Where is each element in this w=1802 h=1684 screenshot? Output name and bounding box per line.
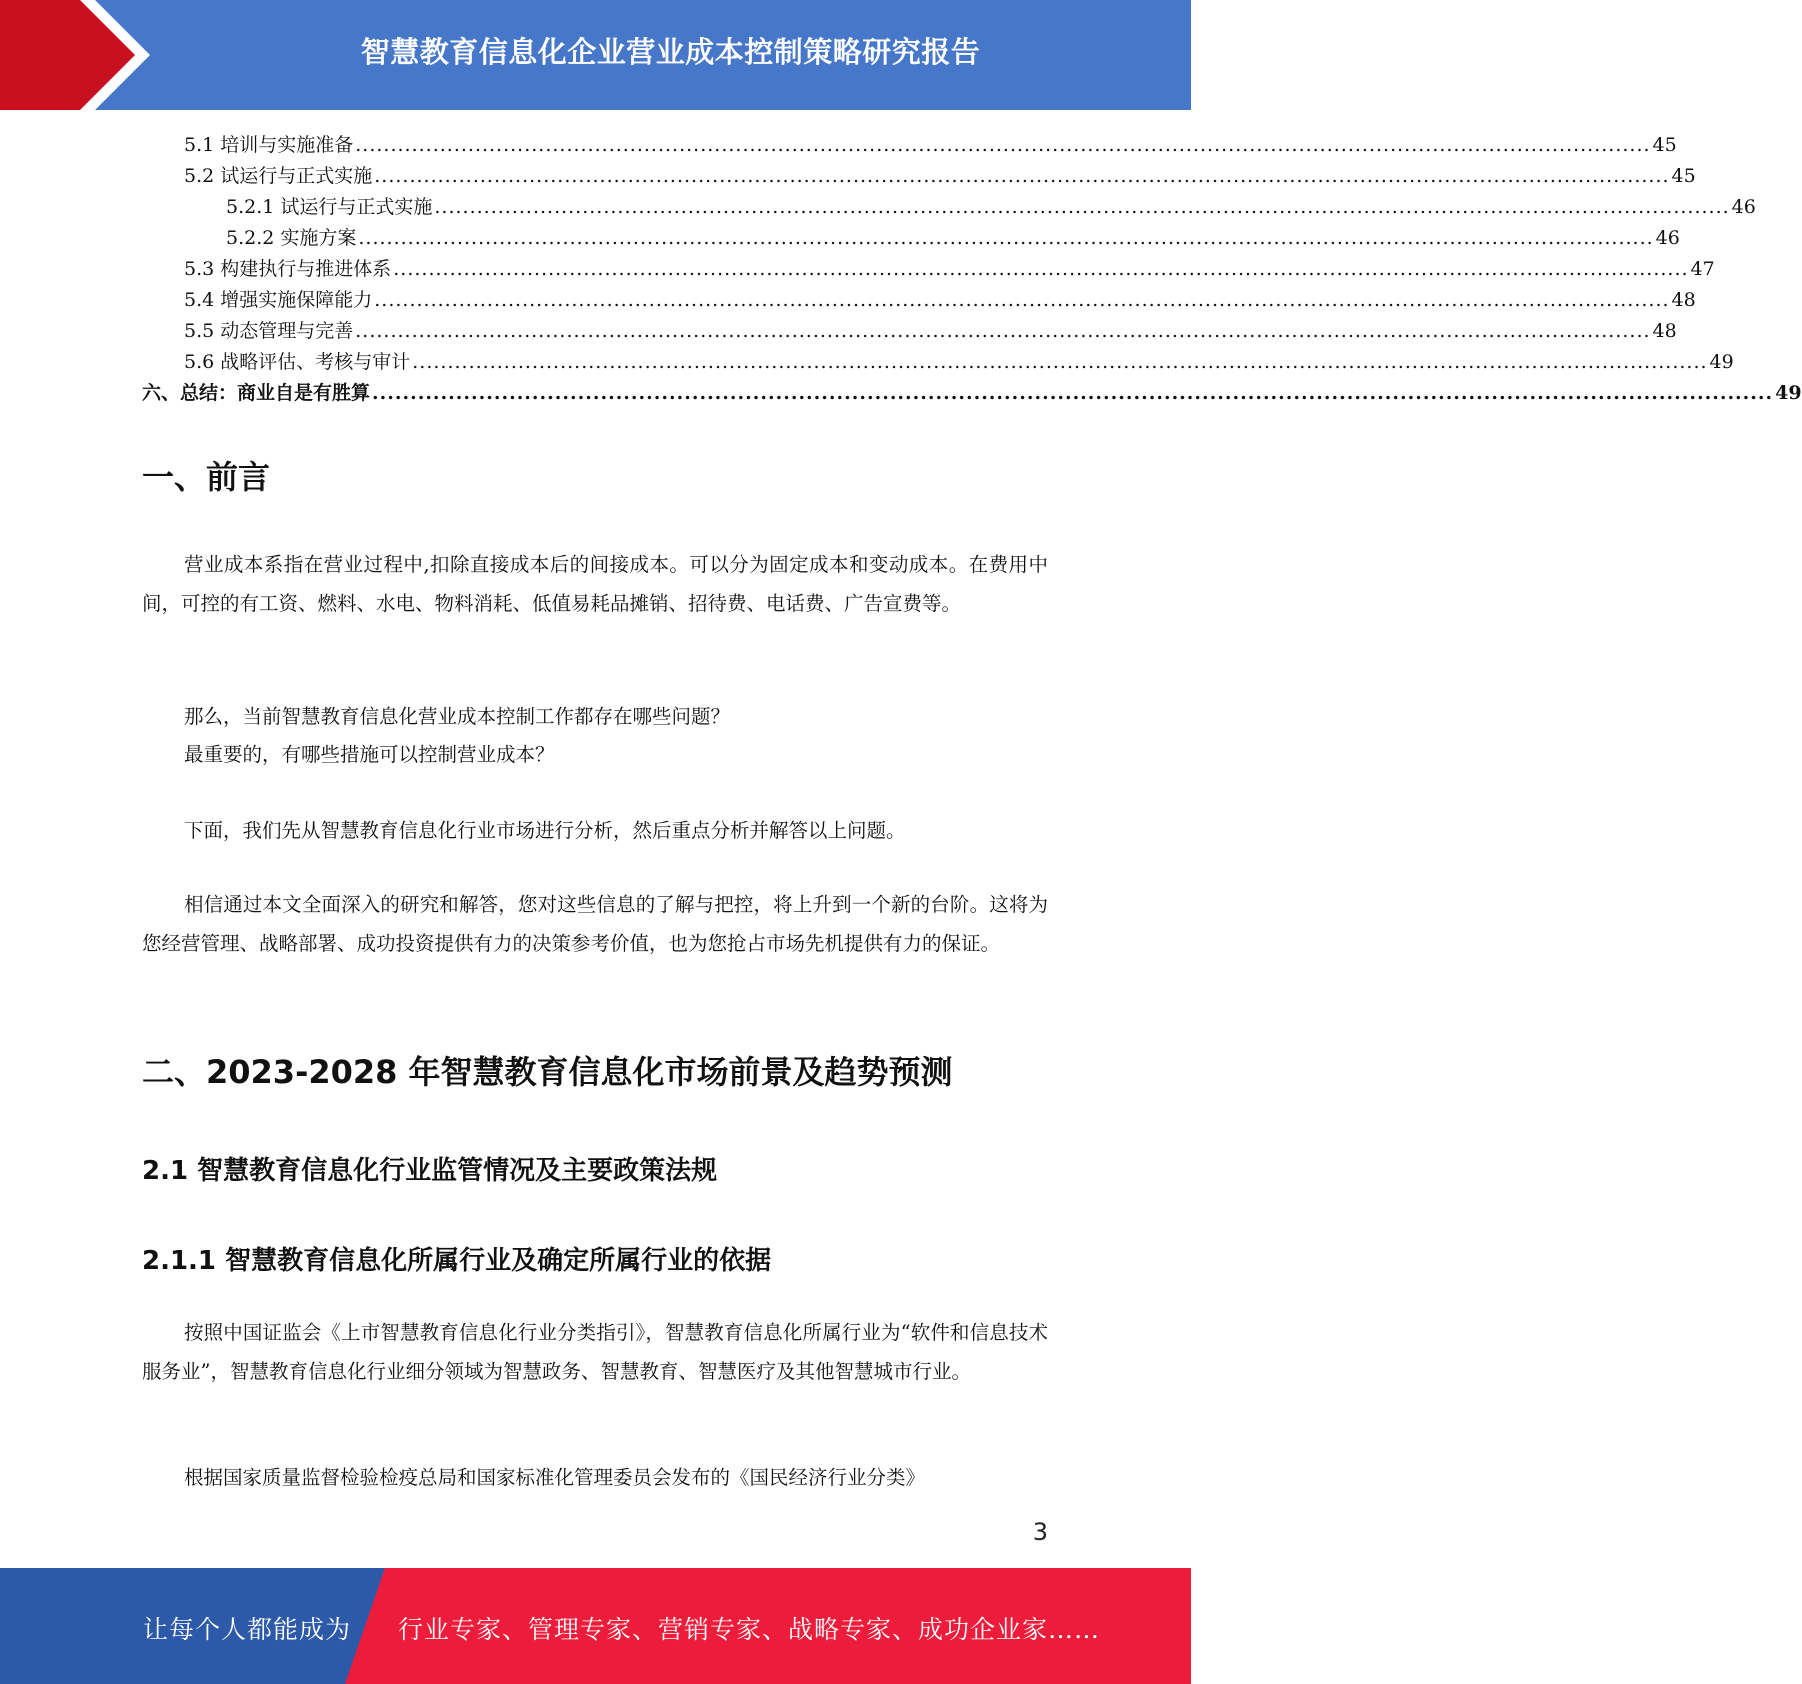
toc-entry-label: 5.3 构建执行与推进体系 bbox=[184, 254, 393, 285]
toc-entry-label: 5.2 试运行与正式实施 bbox=[184, 161, 374, 192]
toc-leader: ........................................................................................................................................................................................ bbox=[374, 289, 1670, 311]
toc-entry[interactable] bbox=[142, 378, 1802, 409]
toc-entry-label: 六、总结：商业自是有胜算 bbox=[142, 378, 372, 409]
section-heading-preface: 一、前言 bbox=[142, 458, 271, 496]
toc-entry-page: 49 bbox=[1775, 382, 1802, 404]
toc-entry-page: 46 bbox=[1731, 196, 1756, 218]
toc-entry[interactable] bbox=[142, 161, 1696, 192]
page-header bbox=[0, 0, 1191, 110]
toc-leader: ........................................................................................................................................................................................ bbox=[355, 134, 1651, 156]
footer-slogan-right: 行业专家、管理专家、营销专家、战略专家、成功企业家…… bbox=[398, 1615, 1101, 1644]
toc-entry[interactable] bbox=[142, 347, 1734, 378]
page-footer bbox=[0, 1568, 1191, 1684]
paragraph: 营业成本系指在营业过程中,扣除直接成本后的间接成本。可以分为固定成本和变动成本。在费用中间，可控的有工资、燃料、水电、物料消耗、低值易耗品摊销、招待费、电话费、广告宣费等。 bbox=[142, 553, 1048, 615]
toc-entry[interactable] bbox=[142, 130, 1677, 161]
toc-entry[interactable] bbox=[142, 223, 1680, 254]
toc-entry-page: 48 bbox=[1671, 289, 1696, 311]
paragraph: 最重要的，有哪些措施可以控制营业成本？ bbox=[184, 743, 555, 766]
toc-entry-page: 49 bbox=[1709, 351, 1734, 373]
toc-entry[interactable] bbox=[142, 254, 1715, 285]
toc-leader: ........................................................................................................................................................................................ bbox=[374, 165, 1670, 187]
toc-entry[interactable] bbox=[142, 192, 1756, 223]
paragraph: 下面，我们先从智慧教育信息化行业市场进行分析，然后重点分析并解答以上问题。 bbox=[184, 819, 906, 842]
toc-entry-page: 45 bbox=[1652, 134, 1677, 156]
toc-leader: ........................................................................................................................................................................................ bbox=[372, 382, 1774, 404]
toc-entry-label: 5.4 增强实施保障能力 bbox=[184, 285, 374, 316]
toc-entry-page: 47 bbox=[1690, 258, 1715, 280]
toc-entry[interactable] bbox=[142, 285, 1696, 316]
toc-leader: ........................................................................................................................................................................................ bbox=[393, 258, 1689, 280]
toc-leader: ........................................................................................................................................................................................ bbox=[358, 227, 1654, 249]
section-heading-market-outlook: 二、2023-2028 年智慧教育信息化市场前景及趋势预测 bbox=[142, 1053, 953, 1091]
toc-entry-label: 5.2.2 实施方案 bbox=[226, 223, 358, 254]
toc-leader: ........................................................................................................................................................................................ bbox=[355, 320, 1651, 342]
toc-entry-label: 5.1 培训与实施准备 bbox=[184, 130, 355, 161]
subsection-heading: 2.1.1 智慧教育信息化所属行业及确定所属行业的依据 bbox=[142, 1246, 772, 1276]
header-arrow-decoration bbox=[0, 0, 160, 110]
toc-leader: ........................................................................................................................................................................................ bbox=[412, 351, 1708, 373]
toc-entry-page: 46 bbox=[1655, 227, 1680, 249]
paragraph: 根据国家质量监督检验检疫总局和国家标准化管理委员会发布的《国民经济行业分类》 bbox=[184, 1466, 926, 1489]
toc-entry-label: 5.6 战略评估、考核与审计 bbox=[184, 347, 412, 378]
paragraph: 相信通过本文全面深入的研究和解答，您对这些信息的了解与把控，将上升到一个新的台阶。这将为您经营管理、战略部署、成功投资提供有力的决策参考价值，也为您抢占市场先机提供有力的保证。 bbox=[142, 893, 1048, 955]
toc-entry-label: 5.2.1 试运行与正式实施 bbox=[226, 192, 434, 223]
page-number: 3 bbox=[1032, 1518, 1048, 1546]
toc-entry-page: 48 bbox=[1652, 320, 1677, 342]
toc-entry-page: 45 bbox=[1671, 165, 1696, 187]
toc-entry[interactable] bbox=[142, 316, 1677, 347]
paragraph: 那么，当前智慧教育信息化营业成本控制工作都存在哪些问题？ bbox=[184, 705, 731, 728]
toc-entry-label: 5.5 动态管理与完善 bbox=[184, 316, 355, 347]
table-of-contents bbox=[142, 130, 1802, 409]
toc-leader: ........................................................................................................................................................................................ bbox=[434, 196, 1730, 218]
subsection-heading: 2.1 智慧教育信息化行业监管情况及主要政策法规 bbox=[142, 1156, 718, 1186]
report-title: 智慧教育信息化企业营业成本控制策略研究报告 bbox=[360, 35, 981, 69]
paragraph: 按照中国证监会《上市智慧教育信息化行业分类指引》，智慧教育信息化所属行业为“软件和信息技术服务业”，智慧教育信息化行业细分领域为智慧政务、智慧教育、智慧医疗及其他智慧城市行业。 bbox=[142, 1321, 1048, 1383]
footer-slogan-left: 让每个人都能成为 bbox=[143, 1615, 352, 1644]
